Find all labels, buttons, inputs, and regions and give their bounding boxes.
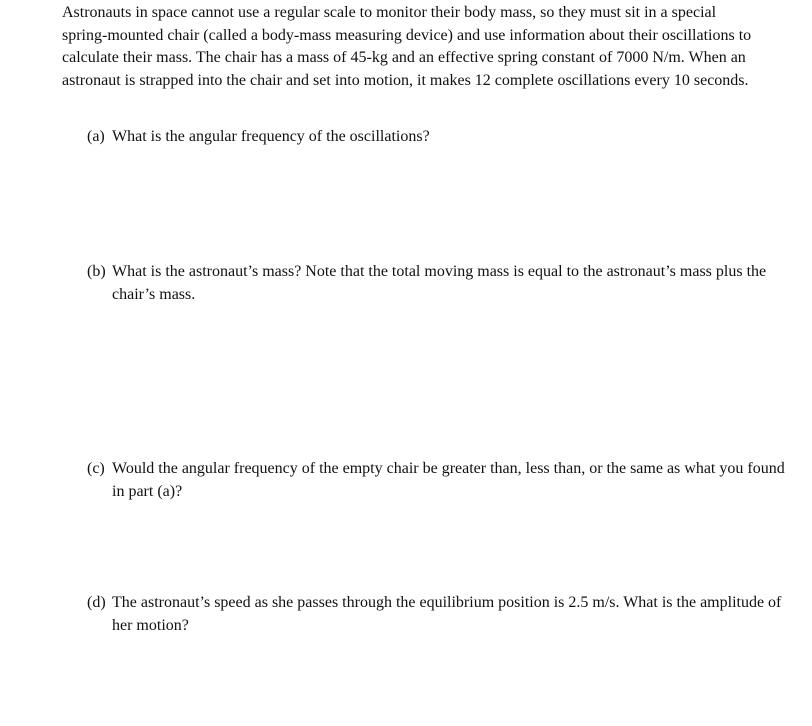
question-c	[87, 458, 792, 503]
question-b-text: What is the astronaut’s mass? Note that the total moving mass is equal to the astronaut’s mass plus the chair’s mass.	[112, 263, 767, 303]
question-b	[87, 261, 792, 306]
question-a-label: (a)	[87, 128, 105, 145]
question-d-text: The astronaut’s speed as she passes through the equilibrium position is 2.5 m/s. What is the amplitude of her motion?	[112, 594, 782, 634]
question-a-text: What is the angular frequency of the oscillations?	[112, 128, 430, 145]
question-d-label: (d)	[87, 594, 106, 611]
question-b-label: (b)	[87, 263, 106, 280]
question-c-text: Would the angular frequency of the empty chair be greater than, less than, or the same as what you found in part (a)?	[112, 460, 785, 500]
question-a	[87, 126, 792, 149]
question-c-label: (c)	[87, 460, 105, 477]
problem-intro: Astronauts in space cannot use a regular scale to monitor their body mass, so they must sit in a special spring-mounted chair (called a body-mass measuring device) and use information about their oscillations to calculate their mass. The chair has a mass of 45-kg and an effective spring constant of 7000 N/m. When an astronaut is strapped into the chair and set into motion, it makes 12 complete oscillations every 10 seconds.	[62, 4, 752, 89]
question-d	[87, 592, 792, 637]
